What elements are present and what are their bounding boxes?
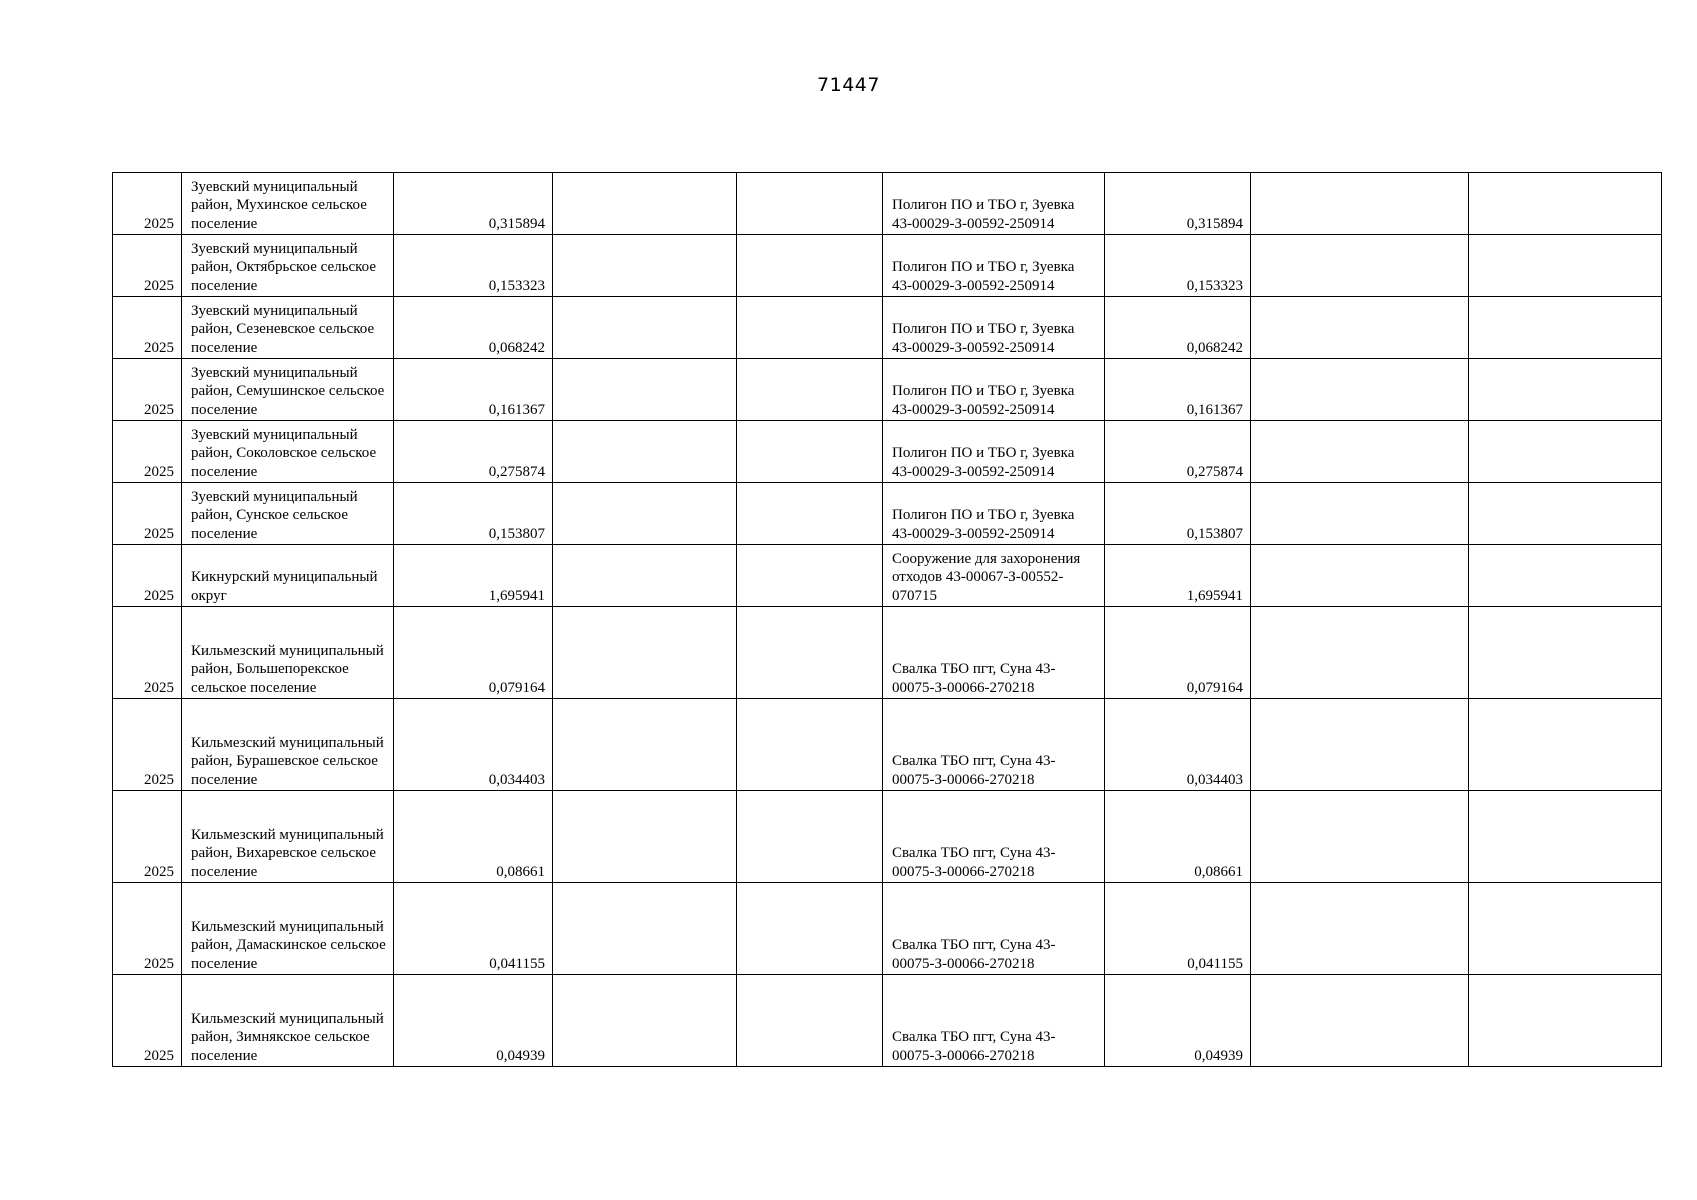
value-cell: 0,161367: [394, 359, 553, 421]
empty-cell: [1251, 483, 1469, 545]
empty-cell: [553, 173, 737, 235]
value-cell: 0,041155: [394, 883, 553, 975]
empty-cell: [1469, 297, 1662, 359]
territory-cell: Кильмезский муниципальный район, Зимнякское сельское поселение: [182, 975, 394, 1067]
empty-cell: [1469, 421, 1662, 483]
facility-value-cell: 0,275874: [1105, 421, 1251, 483]
territory-cell: Кильмезский муниципальный район, Бурашевское сельское поселение: [182, 699, 394, 791]
empty-cell: [1469, 607, 1662, 699]
empty-cell: [1469, 883, 1662, 975]
territory-cell: Зуевский муниципальный район, Сунское сельское поселение: [182, 483, 394, 545]
year-cell: 2025: [113, 297, 182, 359]
facility-value-cell: 0,079164: [1105, 607, 1251, 699]
empty-cell: [1469, 483, 1662, 545]
empty-cell: [1251, 791, 1469, 883]
table-row: [113, 607, 1662, 699]
table-row: [113, 359, 1662, 421]
empty-cell: [1251, 699, 1469, 791]
table-row: [113, 791, 1662, 883]
year-cell: 2025: [113, 607, 182, 699]
table-row: [113, 883, 1662, 975]
empty-cell: [737, 545, 883, 607]
empty-cell: [553, 483, 737, 545]
table-row: [113, 975, 1662, 1067]
facility-cell: Полигон ПО и ТБО г, Зуевка 43-00029-З-00592-250914: [883, 235, 1105, 297]
empty-cell: [1469, 235, 1662, 297]
facility-value-cell: 0,315894: [1105, 173, 1251, 235]
empty-cell: [1469, 545, 1662, 607]
value-cell: 0,08661: [394, 791, 553, 883]
empty-cell: [737, 791, 883, 883]
value-cell: 0,275874: [394, 421, 553, 483]
year-cell: 2025: [113, 483, 182, 545]
table-row: [113, 483, 1662, 545]
territory-cell: Зуевский муниципальный район, Октябрьское сельское поселение: [182, 235, 394, 297]
empty-cell: [553, 297, 737, 359]
empty-cell: [1251, 883, 1469, 975]
value-cell: 0,068242: [394, 297, 553, 359]
empty-cell: [1469, 359, 1662, 421]
year-cell: 2025: [113, 235, 182, 297]
empty-cell: [553, 699, 737, 791]
facility-cell: Полигон ПО и ТБО г, Зуевка 43-00029-З-00592-250914: [883, 297, 1105, 359]
facility-value-cell: 0,161367: [1105, 359, 1251, 421]
facility-cell: Свалка ТБО пгт, Суна 43-00075-З-00066-270218: [883, 791, 1105, 883]
empty-cell: [1251, 607, 1469, 699]
empty-cell: [737, 883, 883, 975]
table-row: [113, 699, 1662, 791]
empty-cell: [737, 173, 883, 235]
territory-cell: Кикнурский муниципальный округ: [182, 545, 394, 607]
waste-allocation-table: [112, 172, 1662, 1067]
year-cell: 2025: [113, 545, 182, 607]
empty-cell: [737, 607, 883, 699]
territory-cell: Зуевский муниципальный район, Сезеневское сельское поселение: [182, 297, 394, 359]
empty-cell: [737, 975, 883, 1067]
year-cell: 2025: [113, 699, 182, 791]
table-row: [113, 421, 1662, 483]
empty-cell: [737, 235, 883, 297]
facility-cell: Свалка ТБО пгт, Суна 43-00075-З-00066-270218: [883, 975, 1105, 1067]
table-row: [113, 235, 1662, 297]
page-number: 71447: [817, 74, 880, 96]
value-cell: 0,034403: [394, 699, 553, 791]
empty-cell: [1251, 975, 1469, 1067]
facility-value-cell: 0,04939: [1105, 975, 1251, 1067]
empty-cell: [1251, 421, 1469, 483]
facility-cell: Полигон ПО и ТБО г, Зуевка 43-00029-З-00592-250914: [883, 359, 1105, 421]
empty-cell: [1469, 173, 1662, 235]
facility-cell: Полигон ПО и ТБО г, Зуевка 43-00029-З-00592-250914: [883, 173, 1105, 235]
table-row: [113, 297, 1662, 359]
territory-cell: Кильмезский муниципальный район, Дамаскинское сельское поселение: [182, 883, 394, 975]
facility-value-cell: 0,041155: [1105, 883, 1251, 975]
facility-value-cell: 0,153323: [1105, 235, 1251, 297]
facility-cell: Свалка ТБО пгт, Суна 43-00075-З-00066-270218: [883, 883, 1105, 975]
facility-value-cell: 1,695941: [1105, 545, 1251, 607]
empty-cell: [1251, 297, 1469, 359]
value-cell: 0,079164: [394, 607, 553, 699]
territory-cell: Кильмезский муниципальный район, Вихаревское сельское поселение: [182, 791, 394, 883]
value-cell: 0,153807: [394, 483, 553, 545]
empty-cell: [553, 359, 737, 421]
value-cell: 0,153323: [394, 235, 553, 297]
empty-cell: [737, 421, 883, 483]
facility-value-cell: 0,068242: [1105, 297, 1251, 359]
year-cell: 2025: [113, 359, 182, 421]
value-cell: 1,695941: [394, 545, 553, 607]
value-cell: 0,04939: [394, 975, 553, 1067]
year-cell: 2025: [113, 791, 182, 883]
empty-cell: [737, 699, 883, 791]
territory-cell: Зуевский муниципальный район, Семушинское сельское поселение: [182, 359, 394, 421]
empty-cell: [553, 975, 737, 1067]
empty-cell: [553, 883, 737, 975]
facility-value-cell: 0,153807: [1105, 483, 1251, 545]
empty-cell: [1251, 235, 1469, 297]
empty-cell: [553, 607, 737, 699]
year-cell: 2025: [113, 883, 182, 975]
facility-value-cell: 0,08661: [1105, 791, 1251, 883]
value-cell: 0,315894: [394, 173, 553, 235]
table-row: [113, 545, 1662, 607]
empty-cell: [737, 483, 883, 545]
empty-cell: [1469, 975, 1662, 1067]
year-cell: 2025: [113, 421, 182, 483]
territory-cell: Зуевский муниципальный район, Соколовское сельское поселение: [182, 421, 394, 483]
empty-cell: [553, 545, 737, 607]
facility-cell: Полигон ПО и ТБО г, Зуевка 43-00029-З-00592-250914: [883, 483, 1105, 545]
facility-cell: Свалка ТБО пгт, Суна 43-00075-З-00066-270218: [883, 607, 1105, 699]
year-cell: 2025: [113, 173, 182, 235]
empty-cell: [1469, 791, 1662, 883]
year-cell: 2025: [113, 975, 182, 1067]
facility-cell: Полигон ПО и ТБО г, Зуевка 43-00029-З-00592-250914: [883, 421, 1105, 483]
empty-cell: [553, 235, 737, 297]
empty-cell: [737, 297, 883, 359]
empty-cell: [1251, 545, 1469, 607]
facility-cell: Сооружение для захоронения отходов 43-00067-З-00552-070715: [883, 545, 1105, 607]
facility-cell: Свалка ТБО пгт, Суна 43-00075-З-00066-270218: [883, 699, 1105, 791]
facility-value-cell: 0,034403: [1105, 699, 1251, 791]
table-row: [113, 173, 1662, 235]
empty-cell: [553, 791, 737, 883]
empty-cell: [1251, 359, 1469, 421]
territory-cell: Кильмезский муниципальный район, Большепорекское сельское поселение: [182, 607, 394, 699]
territory-cell: Зуевский муниципальный район, Мухинское сельское поселение: [182, 173, 394, 235]
empty-cell: [1251, 173, 1469, 235]
empty-cell: [737, 359, 883, 421]
empty-cell: [1469, 699, 1662, 791]
empty-cell: [553, 421, 737, 483]
